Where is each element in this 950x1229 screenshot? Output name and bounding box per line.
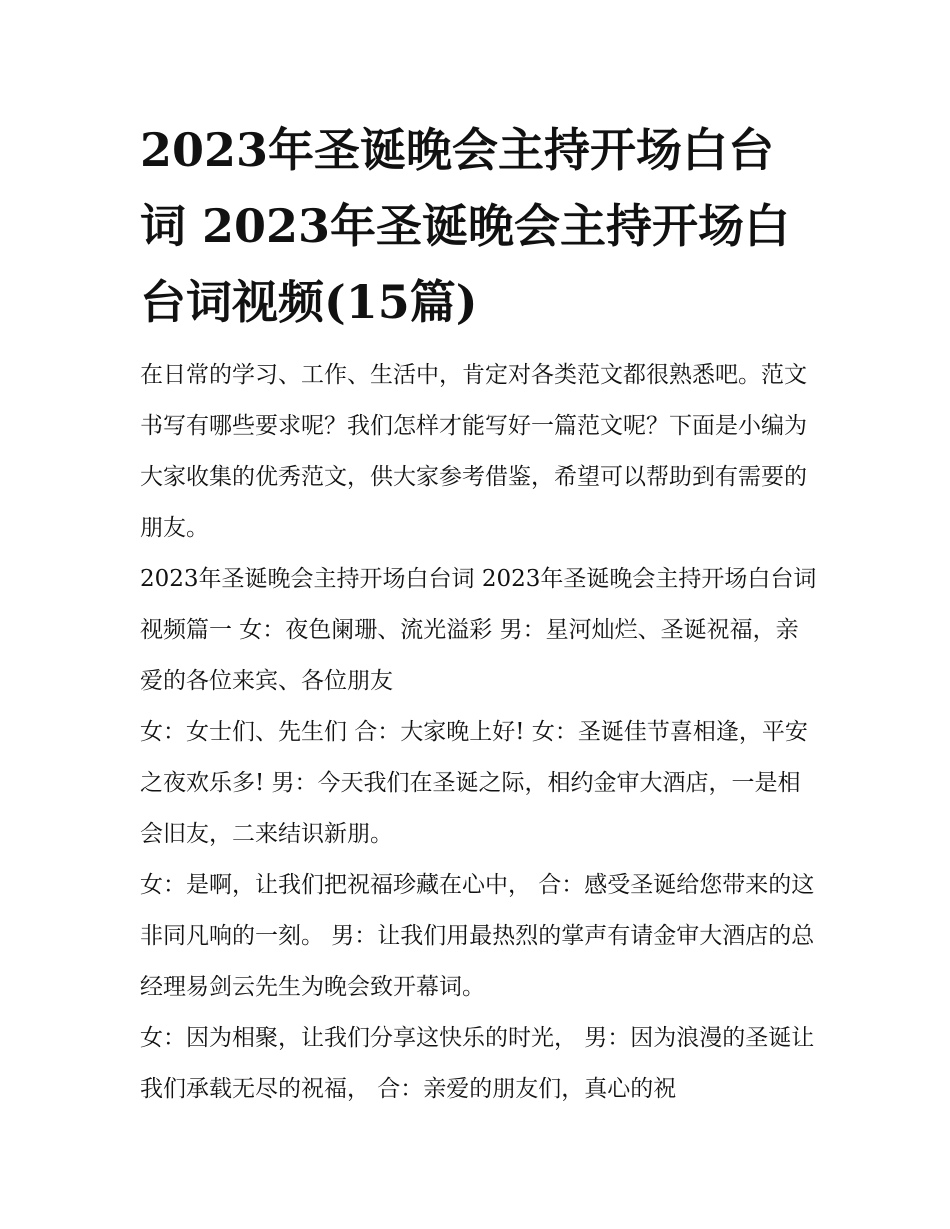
paragraph-3: 女：是啊，让我们把祝福珍藏在心中， 合：感受圣诞给您带来的这非同凡响的一刻。 男：让我们用最热烈的掌声有请金审大酒店的总经理易剑云先生为晚会致开幕词。 — [140, 872, 815, 1000]
paragraph-2: 女：女士们、先生们 合：大家晚上好! 女：圣诞佳节喜相逢，平安之夜欢乐多! 男：今天我们在圣诞之际，相约金审大酒店，一是相会旧友，二来结识新朋。 — [140, 719, 808, 847]
document-title: 2023年圣诞晚会主持开场白台词 2023年圣诞晚会主持开场白台词视频(15篇) — [140, 123, 791, 329]
document-body — [140, 350, 820, 1115]
paragraph-4: 女：因为相聚，让我们分享这快乐的时光， 男：因为浪漫的圣诞让我们承载无尽的祝福， 合：亲爱的朋友们，真心的祝 — [140, 1025, 815, 1102]
paragraph-intro: 在日常的学习、工作、生活中，肯定对各类范文都很熟悉吧。范文书写有哪些要求呢？我们怎样才能写好一篇范文呢？下面是小编为大家收集的优秀范文，供大家参考借鉴，希望可以帮助到有需要的朋友。 — [140, 362, 807, 541]
paragraph-1: 2023年圣诞晚会主持开场白台词 2023年圣诞晚会主持开场白台词视频篇一 女：夜色阑珊、流光溢彩 男：星河灿烂、圣诞祝福，亲爱的各位来宾、各位朋友 — [140, 566, 817, 694]
